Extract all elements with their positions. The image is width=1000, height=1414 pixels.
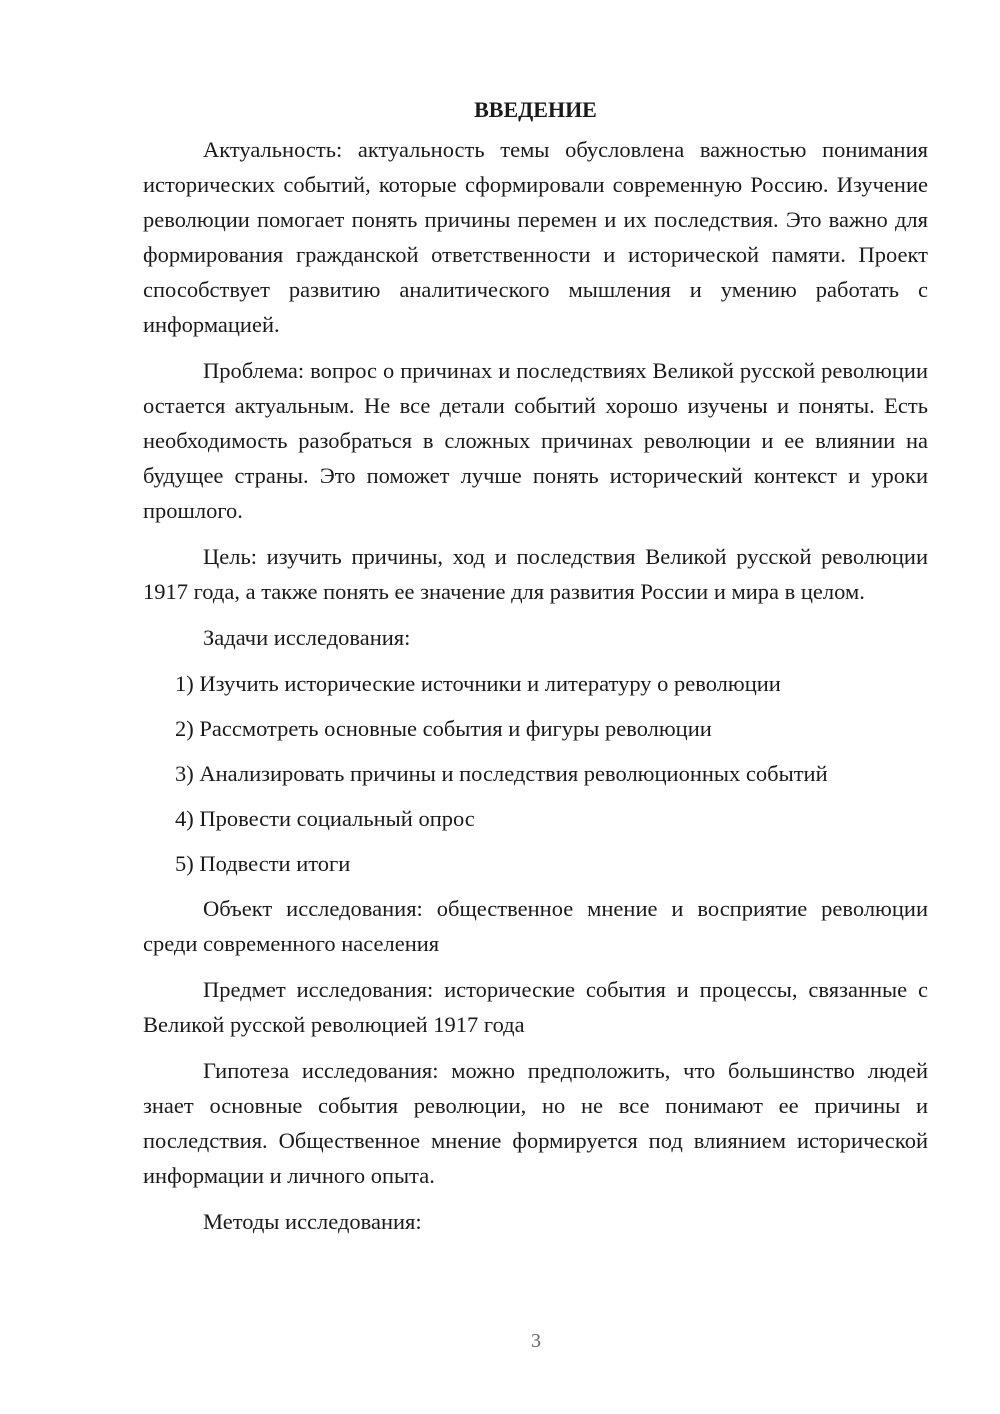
tasks-heading: Задачи исследования: xyxy=(203,625,411,650)
list-item: 4) Провести социальный опрос xyxy=(175,806,475,831)
relevance-paragraph: Актуальность: актуальность темы обусловлена важностью понимания исторических событий, которые сформировали современную Россию. Изучение революции помогает понять причины перемен и их последствия. Это важно для формирования гражданской ответственности и исторической памяти. Проект способствует развитию аналитического мышления и умению работать с информацией. xyxy=(143,137,928,337)
list-item: 2) Рассмотреть основные события и фигуры революции xyxy=(175,716,712,741)
goal-paragraph: Цель: изучить причины, ход и последствия Великой русской революции 1917 года, а также понять ее значение для развития России и мира в целом. xyxy=(143,544,928,604)
list-item: 3) Анализировать причины и последствия революционных событий xyxy=(175,761,828,786)
tasks-list xyxy=(143,666,928,881)
methods-heading: Методы исследования: xyxy=(203,1209,422,1234)
hypothesis-paragraph: Гипотеза исследования: можно предположить, что большинство людей знает основные события революции, но не все понимают ее причины и последствия. Общественное мнение формируется под влиянием исторической информации и личного опыта. xyxy=(143,1058,928,1188)
list-item: 1) Изучить исторические источники и литературу о революции xyxy=(175,671,781,696)
page-number: 3 xyxy=(531,1330,541,1352)
list-item: 5) Подвести итоги xyxy=(175,851,351,876)
subject-paragraph: Предмет исследования: исторические события и процессы, связанные с Великой русской революцией 1917 года xyxy=(143,977,928,1037)
problem-paragraph: Проблема: вопрос о причинах и последствиях Великой русской революции остается актуальным. Не все детали событий хорошо изучены и поняты. Есть необходимость разобраться в сложных причинах революции и ее влиянии на будущее страны. Это поможет лучше понять исторический контекст и уроки прошлого. xyxy=(143,358,928,523)
page-title: ВВЕДЕНИЕ xyxy=(474,97,597,122)
object-paragraph: Объект исследования: общественное мнение и восприятие революции среди современного населения xyxy=(143,896,928,956)
page-content xyxy=(143,92,928,1250)
